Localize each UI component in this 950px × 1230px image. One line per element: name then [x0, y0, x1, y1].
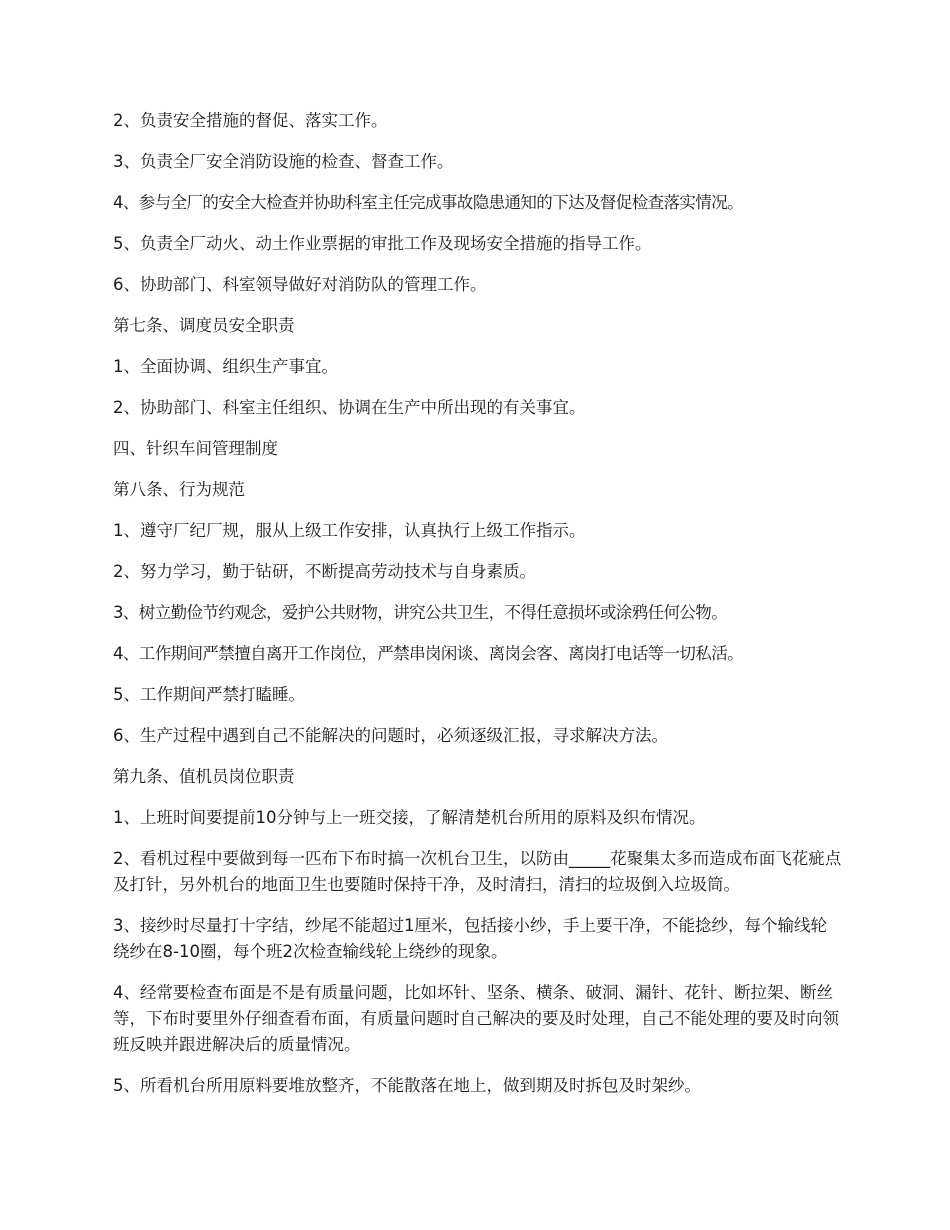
paragraph: 1、上班时间要提前10分钟与上一班交接，了解清楚机台所用的原料及织布情况。 — [113, 808, 706, 827]
paragraph: 3、接纱时尽量打十字结，纱尾不能超过1厘米，包括接小纱，手上要干净，不能捻纱，每个输线轮绕纱在8-10圈，每个班2次检查输线轮上绕纱的现象。 — [113, 916, 827, 961]
paragraph: 1、遵守厂纪厂规，服从上级工作安排，认真执行上级工作指示。 — [113, 521, 586, 540]
document-page — [113, 108, 843, 1114]
section-heading: 第八条、行为规范 — [113, 480, 245, 499]
paragraph: 3、负责全厂安全消防设施的检查、督查工作。 — [113, 152, 454, 171]
paragraph: 1、全面协调、组织生产事宜。 — [113, 357, 338, 376]
paragraph: 6、生产过程中遇到自己不能解决的问题时，必须逐级汇报，寻求解决方法。 — [113, 726, 668, 745]
paragraph: 4、工作期间严禁擅自离开工作岗位，严禁串岗闲谈、离岗会客、离岗打电话等一切私活。 — [113, 644, 743, 663]
paragraph: 2、协助部门、科室主任组织、协调在生产中所出现的有关事宜。 — [113, 398, 586, 417]
paragraph: 2、负责安全措施的督促、落实工作。 — [113, 111, 388, 130]
paragraph: 6、协助部门、科室领导做好对消防队的管理工作。 — [113, 275, 487, 294]
paragraph: 2、看机过程中要做到每一匹布下布时搞一次机台卫生，以防由_____花聚集太多而造成布面飞花疵点及打针，另外机台的地面卫生也要随时保持干净，及时清扫，清扫的垃圾倒入垃圾筒。 — [113, 849, 842, 894]
paragraph: 4、经常要检查布面是不是有质量问题，比如坏针、坚条、横条、破洞、漏针、花针、断拉架、断丝等，下布时要里外仔细查看布面，有质量问题时自己解决的要及时处理，自己不能处理的要及时向领班反映并跟进解决后的质量情况。 — [113, 983, 839, 1054]
chapter-heading: 四、针织车间管理制度 — [113, 439, 278, 458]
paragraph: 5、工作期间严禁打瞌睡。 — [113, 685, 305, 704]
paragraph: 5、所看机台所用原料要堆放整齐，不能散落在地上，做到期及时拆包及时架纱。 — [113, 1076, 701, 1095]
paragraph: 2、努力学习，勤于钻研，不断提高劳动技术与自身素质。 — [113, 562, 536, 581]
section-heading: 第七条、调度员安全职责 — [113, 316, 295, 335]
paragraph: 4、参与全厂的安全大检查并协助科室主任完成事故隐患通知的下达及督促检查落实情况。 — [113, 193, 743, 212]
paragraph: 5、负责全厂动火、动土作业票据的审批工作及现场安全措施的指导工作。 — [113, 234, 652, 253]
section-heading: 第九条、值机员岗位职责 — [113, 767, 295, 786]
paragraph: 3、树立勤俭节约观念，爱护公共财物，讲究公共卫生，不得任意损坏或涂鸦任何公物。 — [113, 603, 728, 622]
